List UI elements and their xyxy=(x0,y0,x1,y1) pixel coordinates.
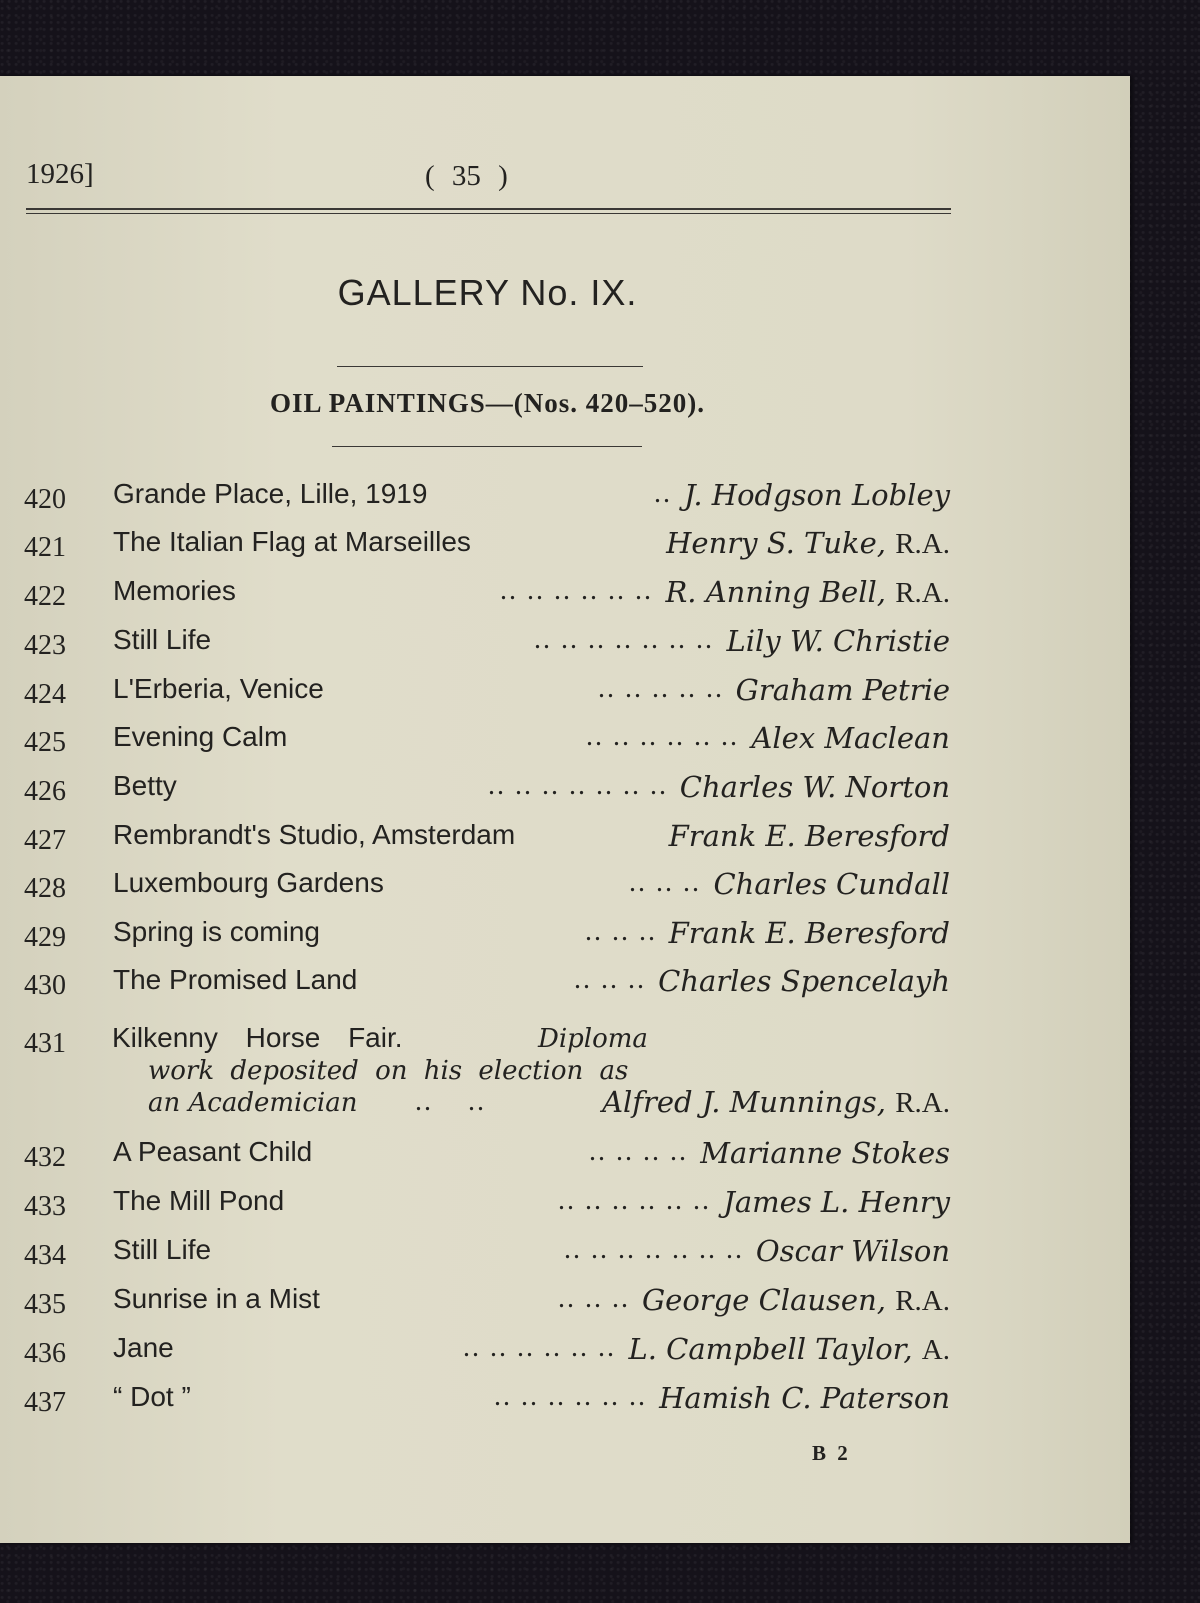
entry-title: Sunrise in a Mist xyxy=(113,1283,320,1314)
entry-number: 421 xyxy=(24,532,66,563)
header-year: 1926] xyxy=(26,158,94,190)
header-rule xyxy=(26,208,951,214)
entry-number: 429 xyxy=(24,922,66,953)
leader-dots: .. .. .. .. .. .. xyxy=(500,575,653,606)
entry-artist: Marianne Stokes xyxy=(700,1136,950,1170)
catalogue-page xyxy=(0,76,1130,1543)
entry-row xyxy=(0,575,1130,615)
entry-number: 420 xyxy=(24,484,66,515)
entry-title: Grande Place, Lille, 1919 xyxy=(113,478,428,509)
entry-artist: James L. Henry xyxy=(723,1185,950,1219)
entry-title: The Italian Flag at Marseilles xyxy=(113,526,471,557)
entry-artist: J. Hodgson Lobley xyxy=(683,478,950,512)
entry-row xyxy=(0,624,1130,664)
leader-dots: .. .. xyxy=(415,1086,486,1117)
gallery-title: GALLERY No. IX. xyxy=(337,272,638,313)
entry-artist: Lily W. Christie xyxy=(726,624,950,658)
entry-artist: Charles W. Norton xyxy=(679,770,950,804)
entry-number: 422 xyxy=(24,581,66,612)
entry-row xyxy=(0,1332,1130,1372)
entry-artist: Charles Cundall xyxy=(713,867,950,901)
entry-number: 432 xyxy=(24,1142,66,1173)
entry-row xyxy=(0,819,1130,859)
entry-artist: Henry S. Tuke, R.A. xyxy=(666,526,950,560)
entry-row xyxy=(0,1185,1130,1225)
entry-title: Spring is coming xyxy=(113,916,320,947)
entry-number: 423 xyxy=(24,630,66,661)
entry-title: The Mill Pond xyxy=(113,1185,285,1216)
entry-title: A Peasant Child xyxy=(113,1136,313,1167)
entry-row xyxy=(0,1283,1130,1323)
entry-title: Betty xyxy=(113,770,177,801)
entry-note-line-1: Diploma xyxy=(538,1024,648,1054)
entry-artist: Frank E. Beresford xyxy=(668,819,950,853)
entry-number: 437 xyxy=(24,1387,66,1418)
entry-title: Luxembourg Gardens xyxy=(113,867,384,898)
leader-dots: .. .. .. .. .. .. .. xyxy=(534,624,714,655)
leader-dots: .. .. .. .. .. .. xyxy=(494,1381,647,1412)
entry-artist: George Clausen, R.A. xyxy=(642,1283,950,1317)
entry-title: The Promised Land xyxy=(113,964,358,995)
entry-title: “ Dot ” xyxy=(113,1381,191,1412)
entry-artist: Hamish C. Paterson xyxy=(659,1381,950,1415)
leader-dots: .. .. .. .. .. xyxy=(598,673,724,704)
entry-row xyxy=(0,916,1130,956)
leader-dots: .. .. .. xyxy=(558,1283,630,1314)
entry-title: Kilkenny Horse Fair. xyxy=(112,1022,403,1053)
leader-dots: .. .. .. xyxy=(629,867,701,898)
entry-number: 433 xyxy=(24,1191,66,1222)
signature-mark: B 2 xyxy=(812,1441,851,1465)
leader-dots: .. .. .. .. .. .. .. xyxy=(488,770,668,801)
entry-row xyxy=(0,1234,1130,1274)
entry-title: Evening Calm xyxy=(113,721,288,752)
leader-dots: .. .. .. .. .. .. .. xyxy=(564,1234,744,1265)
leader-dots: .. .. .. xyxy=(585,916,657,947)
subtitle-rule xyxy=(332,446,642,447)
entry-note-line-3: an Academician xyxy=(148,1088,358,1118)
leader-dots: .. .. .. .. xyxy=(589,1136,688,1167)
entry-artist: Charles Spencelayh xyxy=(658,964,950,998)
page-number: ( 35 ) xyxy=(425,160,508,192)
entry-artist: Alex Maclean xyxy=(751,721,950,755)
entry-number: 435 xyxy=(24,1289,66,1320)
entry-number: 431 xyxy=(24,1028,66,1059)
entry-row xyxy=(0,721,1130,761)
entry-row xyxy=(0,867,1130,907)
entry-number: 428 xyxy=(24,873,66,904)
leader-dots: .. .. .. .. .. .. xyxy=(586,721,739,752)
entry-number: 425 xyxy=(24,727,66,758)
entry-row xyxy=(0,964,1130,1004)
entry-row xyxy=(0,526,1130,566)
entry-number: 427 xyxy=(24,825,66,856)
entry-row xyxy=(0,1381,1130,1421)
entry-number: 430 xyxy=(24,970,66,1001)
leader-dots: .. .. .. .. .. .. xyxy=(558,1185,711,1216)
entry-row xyxy=(0,1136,1130,1176)
entry-artist: Alfred J. Munnings, R.A. xyxy=(602,1085,950,1119)
entry-title: Memories xyxy=(113,575,236,606)
title-rule xyxy=(337,366,643,367)
entry-artist: Graham Petrie xyxy=(735,673,950,707)
entry-row xyxy=(0,478,1130,518)
entry-title: Rembrandt's Studio, Amsterdam xyxy=(113,819,516,850)
entry-title: L'Erberia, Venice xyxy=(113,673,324,704)
entry-artist: L. Campbell Taylor, A. xyxy=(628,1332,950,1366)
entry-number: 436 xyxy=(24,1338,66,1369)
entry-title: Still Life xyxy=(113,1234,212,1265)
leader-dots: .. .. .. .. .. .. xyxy=(463,1332,616,1363)
entry-artist: R. Anning Bell, R.A. xyxy=(665,575,950,609)
entry-number: 424 xyxy=(24,679,66,710)
leader-dots: .. xyxy=(654,478,672,509)
entry-title: Still Life xyxy=(113,624,212,655)
entry-row xyxy=(0,673,1130,713)
section-subtitle: OIL PAINTINGS—(Nos. 420–520). xyxy=(269,388,706,418)
entry-artist: Frank E. Beresford xyxy=(668,916,950,950)
entry-number: 434 xyxy=(24,1240,66,1271)
entry-row xyxy=(0,770,1130,810)
entry-artist: Oscar Wilson xyxy=(755,1234,950,1268)
entry-number: 426 xyxy=(24,776,66,807)
entry-note-line-2: work deposited on his election as xyxy=(148,1056,629,1086)
entry-title: Jane xyxy=(113,1332,174,1363)
leader-dots: .. .. .. xyxy=(574,964,646,995)
